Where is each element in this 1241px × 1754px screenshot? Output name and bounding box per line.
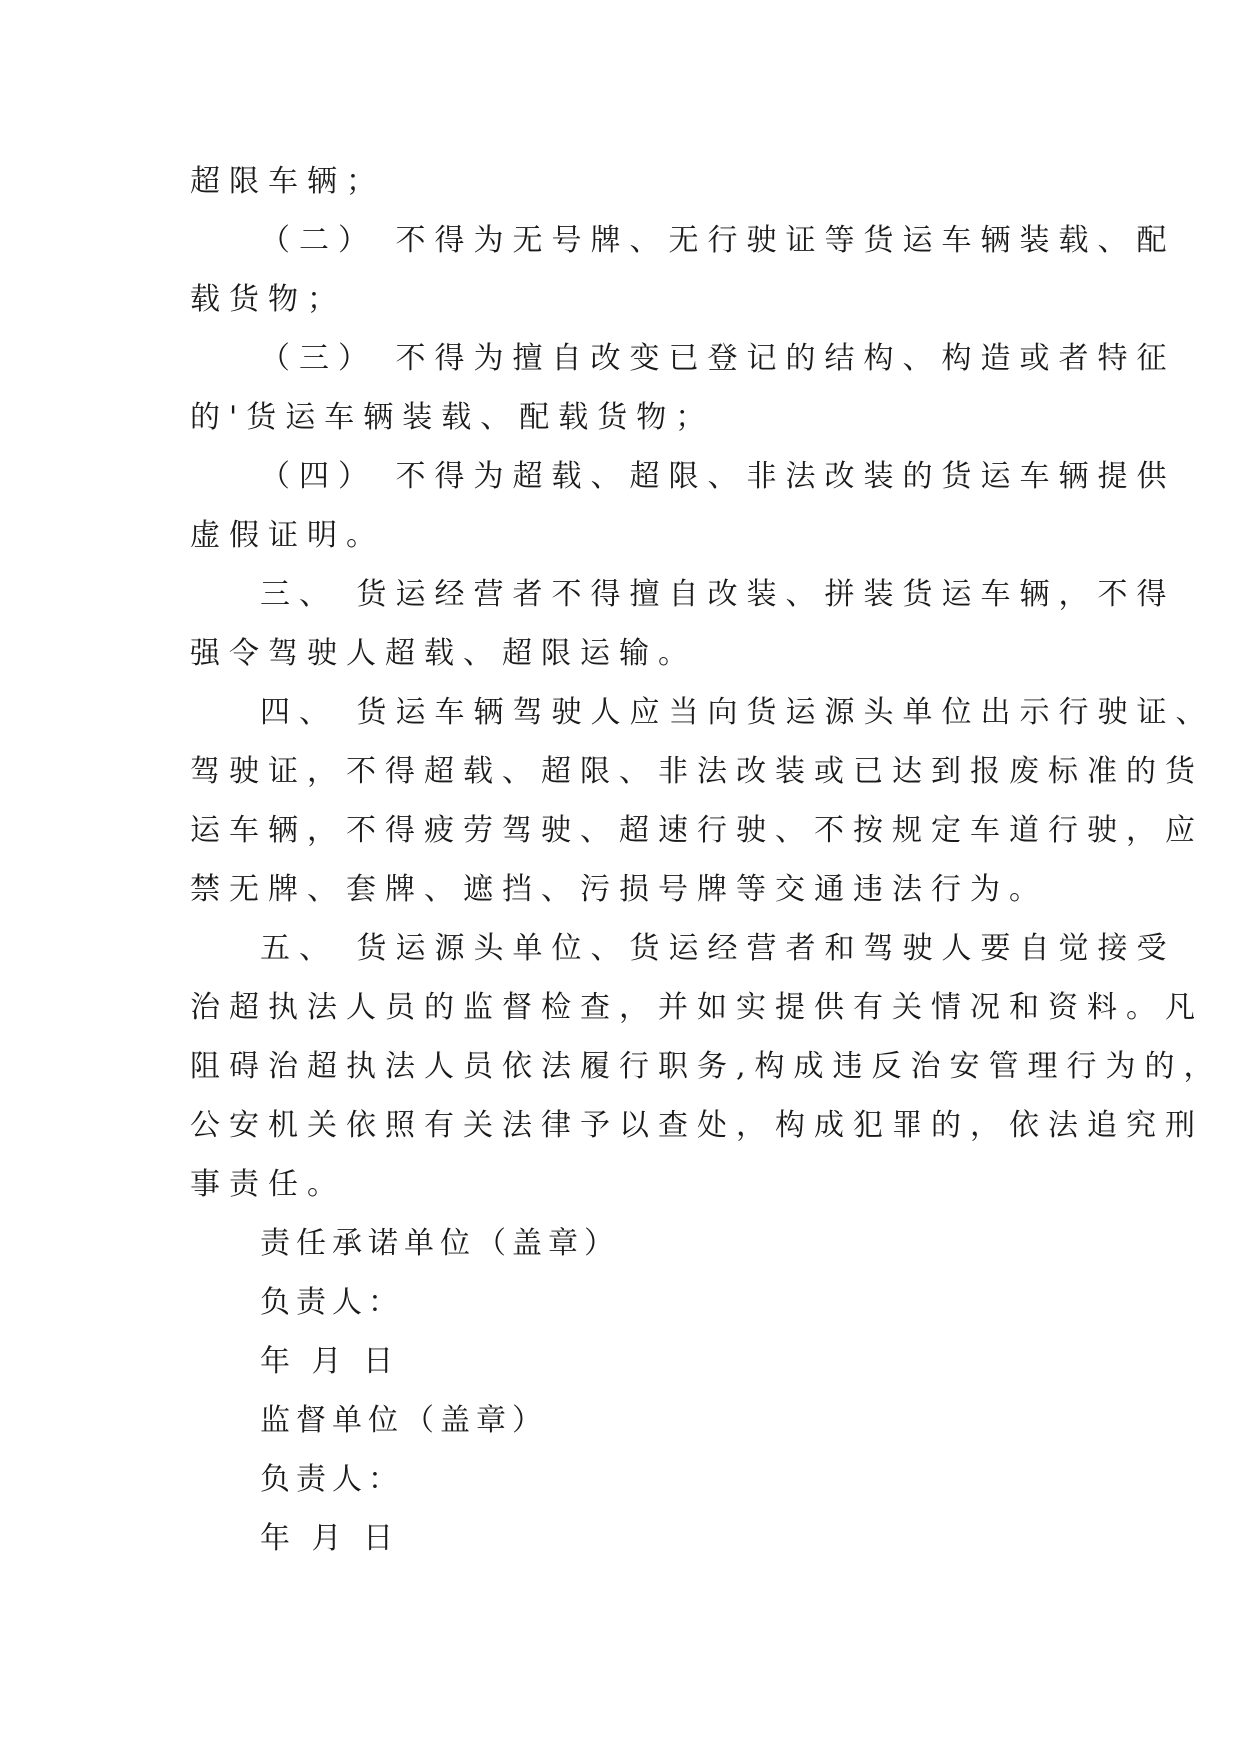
- section-three-line: 三、 货运经营者不得擅自改装、拼装货运车辆，不得: [260, 577, 1176, 612]
- supervisor-date-label: 年 月 日: [260, 1521, 400, 1556]
- paragraph-line: 事责任。: [190, 1167, 346, 1202]
- clause-two-line: （二） 不得为无号牌、无行驶证等货运车辆装载、配: [260, 223, 1176, 258]
- paragraph-line: 载货物；: [190, 282, 346, 317]
- paragraph-line: 运车辆，不得疲劳驾驶、超速行驶、不按规定车道行驶，应: [190, 813, 1204, 848]
- clause-three-line: （三） 不得为擅自改变已登记的结构、构造或者特征: [260, 341, 1176, 376]
- paragraph-line: 禁无牌、套牌、遮挡、污损号牌等交通违法行为。: [190, 872, 1048, 907]
- clause-four-line: （四） 不得为超载、超限、非法改装的货运车辆提供: [260, 459, 1176, 494]
- paragraph-line: 的'货运车辆装载、配载货物；: [190, 400, 715, 435]
- supervisor-unit-label: 监督单位（盖章）: [260, 1403, 548, 1438]
- paragraph-line: 治超执法人员的监督检查，并如实提供有关情况和资料。凡: [190, 990, 1204, 1025]
- promise-date-label: 年 月 日: [260, 1344, 400, 1379]
- paragraph-line: 虚假证明。: [190, 518, 385, 553]
- promise-person-label: 负责人：: [260, 1285, 404, 1320]
- paragraph-line: 强令驾驶人超载、超限运输。: [190, 636, 697, 671]
- section-five-line: 五、 货运源头单位、货运经营者和驾驶人要自觉接受: [260, 931, 1176, 966]
- supervisor-person-label: 负责人：: [260, 1462, 404, 1497]
- paragraph-line: 阻碍治超执法人员依法履行职务,构成违反治安管理行为的，: [190, 1049, 1223, 1084]
- promise-unit-label: 责任承诺单位（盖章）: [260, 1226, 620, 1261]
- section-four-line: 四、 货运车辆驾驶人应当向货运源头单位出示行驶证、: [260, 695, 1215, 730]
- paragraph-line: 公安机关依照有关法律予以查处，构成犯罪的，依法追究刑: [190, 1108, 1204, 1143]
- paragraph-line: 驾驶证，不得超载、超限、非法改装或已达到报废标准的货: [190, 754, 1204, 789]
- paragraph-line: 超限车辆；: [190, 164, 385, 199]
- document-body: [190, 152, 1223, 1568]
